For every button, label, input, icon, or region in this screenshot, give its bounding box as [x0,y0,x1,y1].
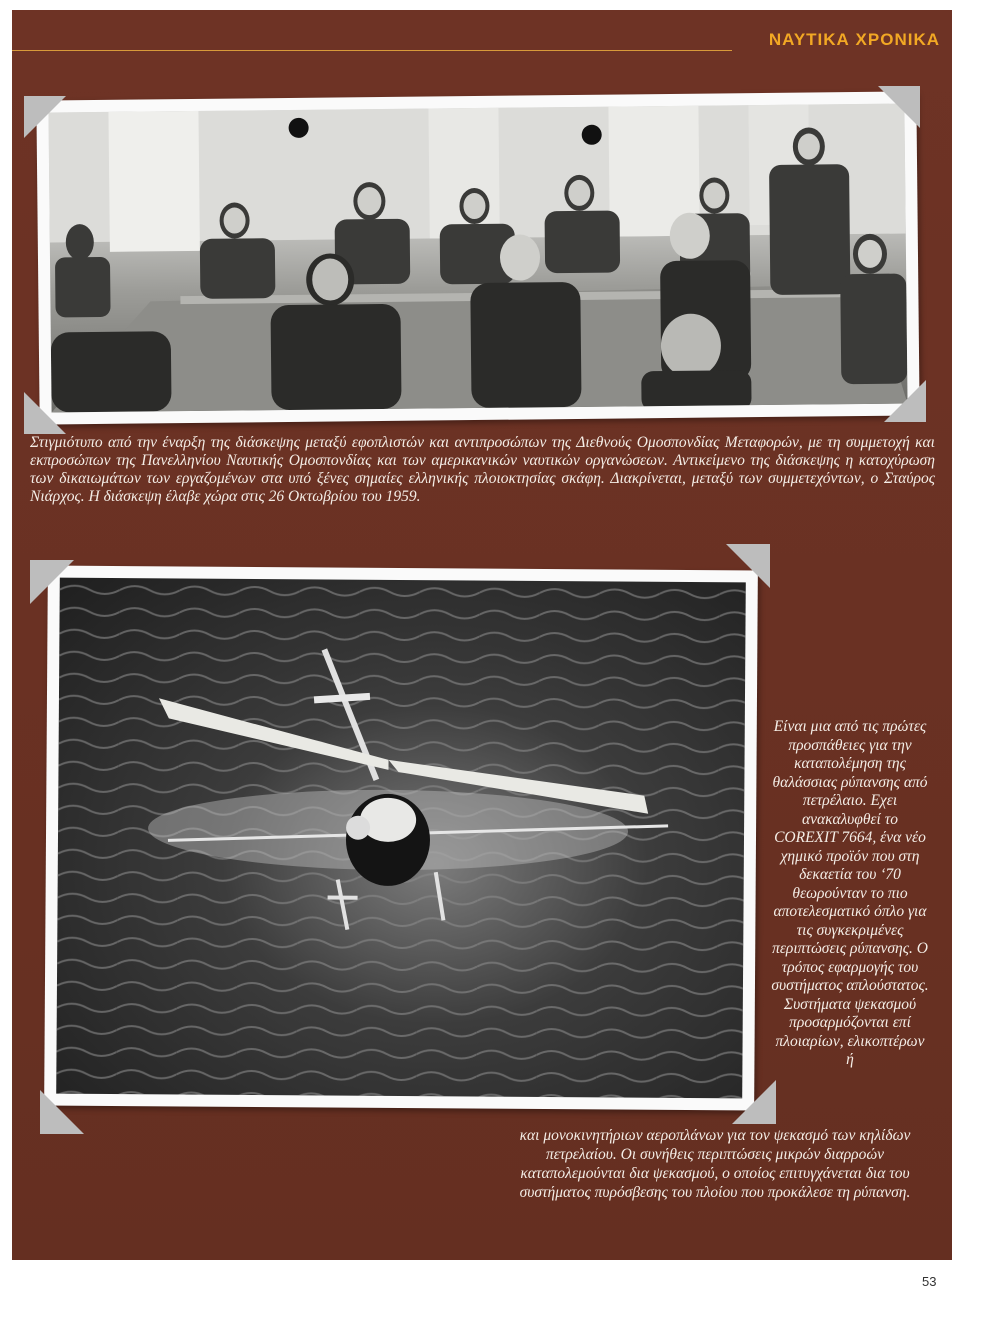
conference-photo-caption: Στιγμιότυπο από την έναρξη της διάσκεψης μεταξύ εφοπλιστών και αντιπροσώπων της Διεθνούς Ομοσπονδίας Μεταφορών, με τη συμμετοχή και εκπροσώπων της Πανελληνίου Ναυτικής Ομοσπονδίας και των αμερικανικών ναυτικών οργανώσεων. Αντικείμενο της διάσκεψης η κατοχύρωση των δικαιωμάτων των εργαζομένων στα υπό ξένες σημαίες ελληνικής πλοιοκτησίας σκάφη. Διακρίνεται, μεταξύ των συμμετεχόντων, ο Σταύρος Νιάρχος. Η διάσκεψη έλαβε χώρα στις 26 Οκτωβρίου του 1959. [30,434,935,505]
photo-corner-bottom-right [884,380,926,422]
photo-corner-top-left [24,96,66,138]
article-bottom-text: και μονοκινητήριων αεροπλάνων για τον ψεκασμό των κηλίδων πετρελαίου. Οι συνήθεις περιπτώσεις μικρών διαρροών καταπολεμούνται δια ψεκασμού, ο οποίος επιτυγχάνεται δια του συστήματος πυρόσβεσης του πλοίου που προκάλεσε τη ρύπανση. [519,1127,911,1201]
page-number: 53 [922,1274,937,1289]
photo2-corner-bottom-right [732,1080,776,1124]
helicopter-photo-frame [44,566,758,1111]
header-rule [12,50,732,51]
helicopter-photo-illustration [56,578,746,1099]
conference-photo [48,104,907,413]
conference-photo-illustration [48,104,907,413]
section-title: ΝΑΥΤΙΚΑ ΧΡΟΝΙΚΑ [768,30,940,49]
photo2-corner-bottom-left [40,1090,84,1134]
photo-corner-bottom-left [24,392,66,434]
photo2-corner-top-right [726,544,770,588]
conference-photo-frame [36,91,919,424]
photo-corner-top-right [878,86,920,128]
article-column-text: Είναι μια από τις πρώτες προσπάθειες για την καταπολέμηση της θαλάσσιας ρύπανσης από πετρέλαιο. Εχει ανακαλυφθεί το COREXIT 7664, ένα νέο χημικό προϊόν που στη δεκαετία του ‘70 θεωρούνταν το πιο αποτελεσματικό όπλο για τις συγκεκριμένες περιπτώσεις ρύπανσης. Ο τρόπος εφαρμογής του συστήματος απλούστατος. Συστήματα ψεκασμού προσαρμόζονται επί πλοιαρίων, ελικοπτέρων ή [771,718,929,1068]
photo2-corner-top-left [30,560,74,604]
helicopter-photo [56,578,746,1099]
